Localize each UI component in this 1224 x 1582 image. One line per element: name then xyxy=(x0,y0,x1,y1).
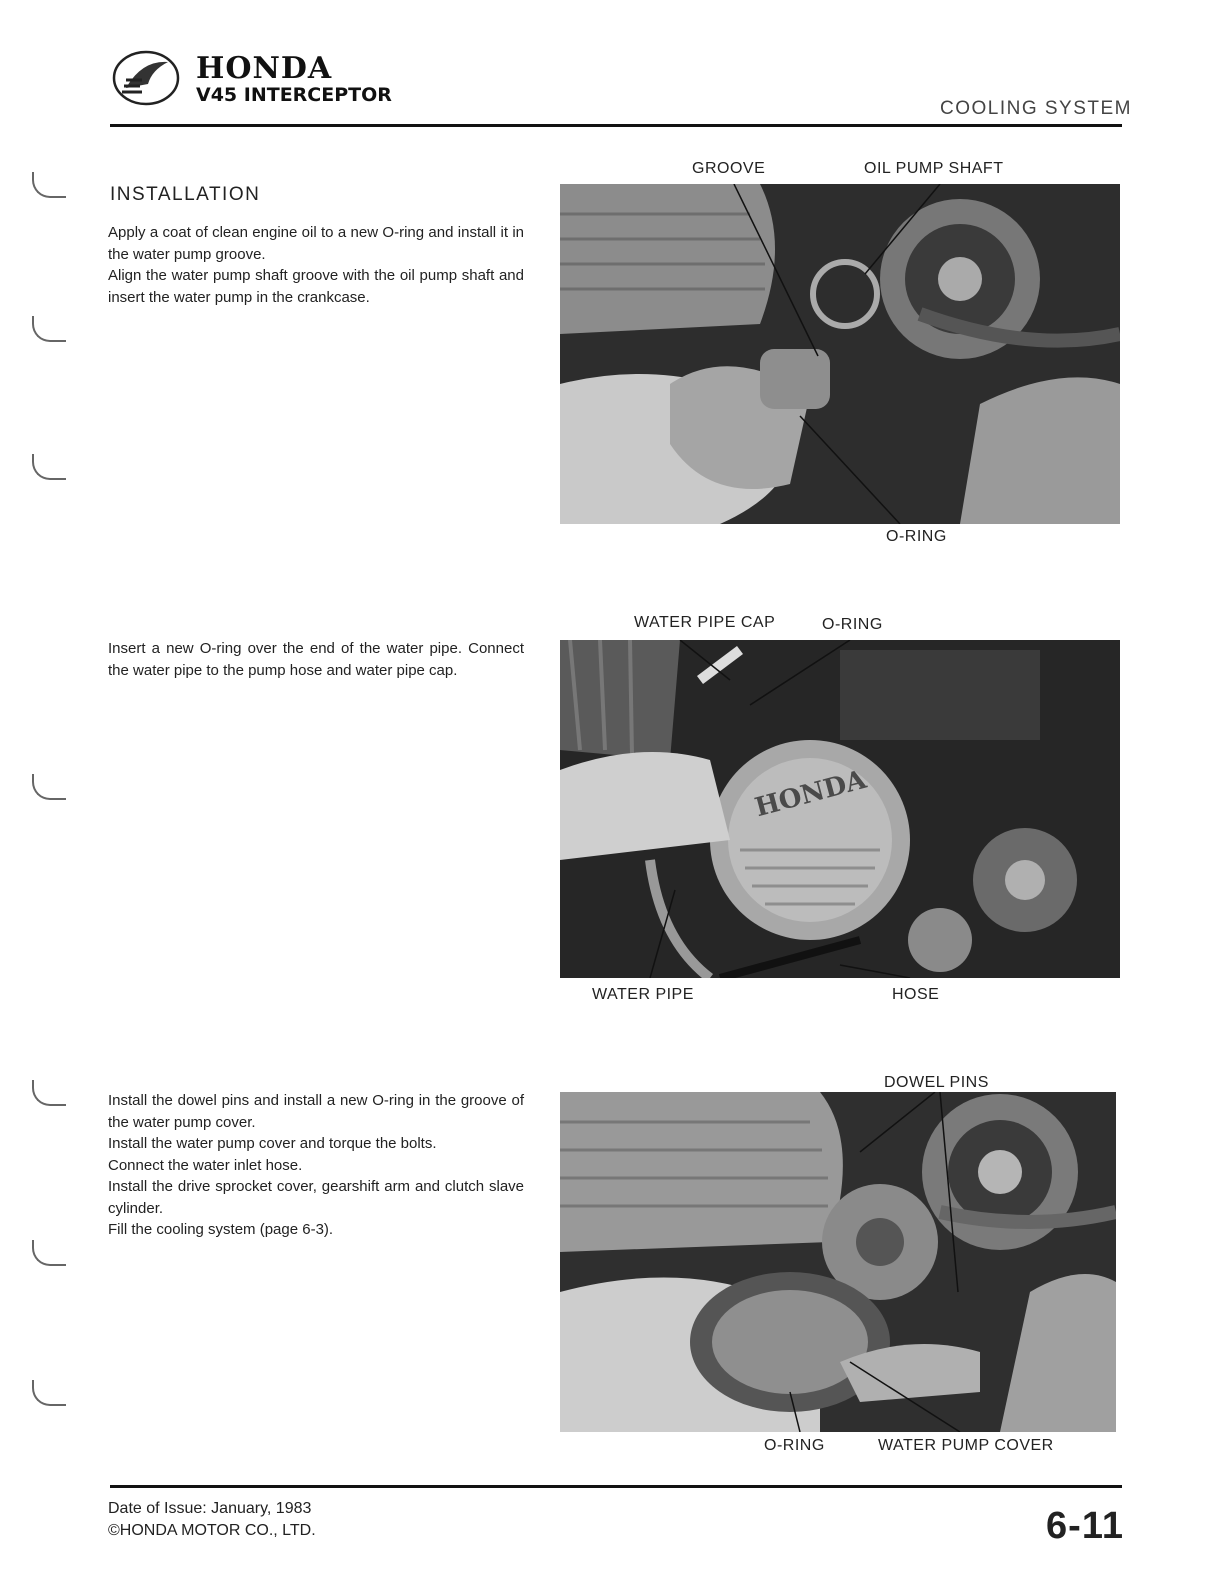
label-o-ring: O-RING xyxy=(764,1437,825,1454)
paragraph: Align the water pump shaft groove with the oil pump shaft and insert the water pump in the crankcase. xyxy=(108,267,524,306)
paragraph: Install the drive sprocket cover, gearshift arm and clutch slave cylinder. xyxy=(108,1178,524,1217)
paragraph: Install the dowel pins and install a new O-ring in the groove of the water pump cover. xyxy=(108,1092,524,1131)
label-groove: GROOVE xyxy=(692,160,766,177)
copyright: ©HONDA MOTOR CO., LTD. xyxy=(108,1522,316,1539)
label-water-pipe: WATER PIPE xyxy=(592,986,694,1003)
binder-mark xyxy=(32,1380,66,1406)
binder-mark xyxy=(32,316,66,342)
pump-cover-text xyxy=(108,1090,524,1241)
photo-water-pump-cover xyxy=(560,1092,1116,1432)
paragraph: Apply a coat of clean engine oil to a new O-ring and install it in the water pump groove. xyxy=(108,224,524,263)
installation-text xyxy=(108,222,524,308)
brand-name: HONDA xyxy=(196,51,333,86)
label-dowel-pins: DOWEL PINS xyxy=(884,1074,989,1091)
label-hose: HOSE xyxy=(892,986,940,1003)
label-o-ring: O-RING xyxy=(886,528,947,545)
paragraph: Connect the water inlet hose. xyxy=(108,1156,303,1174)
water-pipe-text xyxy=(108,638,524,681)
model-name: V45 INTERCEPTOR xyxy=(196,84,392,106)
photo-water-pipe-connection xyxy=(560,640,1120,978)
binder-mark xyxy=(32,774,66,800)
binder-mark xyxy=(32,1080,66,1106)
honda-wing-emblem-icon xyxy=(112,50,180,106)
footer-rule xyxy=(110,1485,1122,1488)
section-title: COOLING SYSTEM xyxy=(939,98,1132,119)
binder-mark xyxy=(32,454,66,480)
label-o-ring: O-RING xyxy=(822,616,883,633)
paragraph: Install the water pump cover and torque the bolts. xyxy=(108,1135,437,1152)
photo-water-pump-insertion xyxy=(560,184,1120,524)
page-number: 6-11 xyxy=(1046,1505,1124,1547)
binder-mark xyxy=(32,172,66,198)
issue-date: Date of Issue: January, 1983 xyxy=(108,1500,312,1517)
paragraph: Fill the cooling system (page 6-3). xyxy=(108,1221,334,1238)
installation-heading: INSTALLATION xyxy=(110,184,261,205)
binder-mark xyxy=(32,1240,66,1266)
header-rule xyxy=(110,124,1122,127)
svg-text:HONDA: HONDA xyxy=(751,764,870,824)
label-water-pipe-cap: WATER PIPE CAP xyxy=(634,614,776,631)
paragraph: Insert a new O-ring over the end of the water pipe. Connect the water pipe to the pump hose and water pipe cap. xyxy=(108,640,524,679)
label-water-pump-cover: WATER PUMP COVER xyxy=(878,1437,1054,1454)
label-oil-pump-shaft: OIL PUMP SHAFT xyxy=(864,160,1004,177)
